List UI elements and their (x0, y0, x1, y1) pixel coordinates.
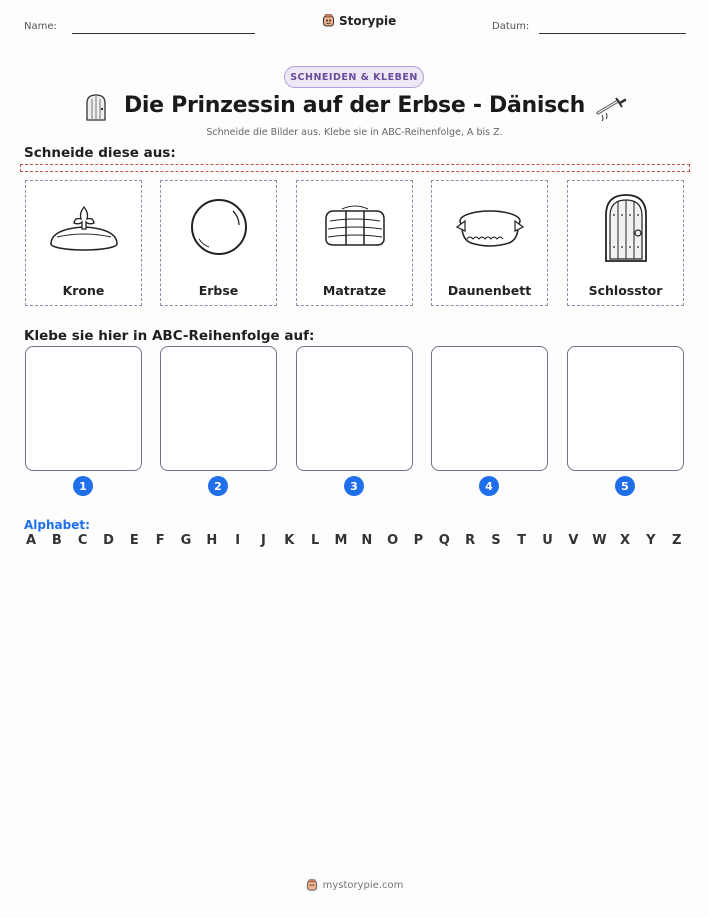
alphabet-letter: F (155, 533, 165, 548)
paste-box-4[interactable] (431, 346, 548, 471)
footer (0, 879, 709, 892)
alphabet-letter: W (592, 533, 607, 548)
number-badge-5: 5 (615, 476, 635, 496)
number-badge-4: 4 (479, 476, 499, 496)
cut-card-schlosstor[interactable] (567, 180, 684, 306)
alphabet-letter: M (334, 533, 348, 548)
alphabet-letter: H (206, 533, 218, 548)
card-label: Matratze (322, 283, 387, 298)
paste-box-1[interactable] (25, 346, 142, 471)
number-badge-3: 3 (344, 476, 364, 496)
brand-name: Storypie (339, 14, 397, 28)
sword-icon (594, 95, 628, 121)
alphabet-letter: U (542, 533, 553, 548)
alphabet-letter: K (284, 533, 295, 548)
cut-line (20, 164, 690, 172)
paste-box-3[interactable] (296, 346, 413, 471)
instructions: Schneide die Bilder aus. Klebe sie in ABC-Reihenfolge, A bis Z. (206, 127, 503, 138)
alphabet-letter: R (465, 533, 476, 548)
pea-icon (187, 195, 251, 259)
number-badge-2: 2 (208, 476, 228, 496)
alphabet-letter: P (413, 533, 424, 548)
alphabet-letter: D (103, 533, 114, 548)
cut-card-daunenbett[interactable] (431, 180, 548, 306)
cut-card-krone[interactable] (25, 180, 142, 306)
brand-logo (322, 14, 396, 28)
alphabet-letter: V (568, 533, 579, 548)
cut-card-matratze[interactable] (296, 180, 413, 306)
alphabet-letter: A (25, 533, 37, 548)
alphabet-letter: G (180, 533, 192, 548)
alphabet-letter: T (517, 533, 527, 548)
alphabet-letter: C (77, 533, 88, 548)
alphabet-letter: E (129, 533, 139, 548)
alphabet-row (24, 533, 684, 548)
alphabet-letter: X (620, 533, 631, 548)
number-badge-1: 1 (73, 476, 93, 496)
alphabet-letter: Y (646, 533, 656, 548)
activity-badge: SCHNEIDEN & KLEBEN (284, 66, 424, 88)
paste-box-5[interactable] (567, 346, 684, 471)
paste-box-2[interactable] (160, 346, 277, 471)
mattress-icon (320, 199, 390, 255)
date-line[interactable] (539, 33, 686, 34)
card-label: Schlosstor (588, 283, 663, 298)
card-label: Erbse (198, 283, 239, 298)
castle-door-icon (600, 191, 652, 263)
alphabet-letter: N (361, 533, 373, 548)
cut-card-erbse[interactable] (160, 180, 277, 306)
cut-heading: Schneide diese aus: (24, 145, 176, 161)
alphabet-letter: Q (438, 533, 450, 548)
alphabet-letter: S (491, 533, 501, 548)
alphabet-heading: Alphabet: (24, 518, 90, 532)
card-label: Daunenbett (447, 283, 532, 298)
name-line[interactable] (72, 33, 255, 34)
storypie-mascot-icon (306, 879, 318, 892)
date-label: Datum: (492, 21, 530, 32)
storypie-mascot-icon (322, 14, 335, 28)
duvet-icon (453, 199, 527, 255)
alphabet-letter: Z (671, 533, 682, 548)
crown-icon (47, 197, 121, 257)
paste-heading: Klebe sie hier in ABC-Reihenfolge auf: (24, 328, 315, 344)
alphabet-letter: B (51, 533, 62, 548)
alphabet-letter: O (387, 533, 399, 548)
card-label: Krone (62, 283, 105, 298)
alphabet-letter: J (261, 533, 266, 548)
alphabet-letter: L (310, 533, 320, 548)
footer-url[interactable]: mystorypie.com (322, 880, 404, 891)
alphabet-letter: I (235, 533, 241, 548)
name-label: Name: (24, 21, 57, 32)
page-title: Die Prinzessin auf der Erbse - Dänisch (123, 93, 586, 118)
